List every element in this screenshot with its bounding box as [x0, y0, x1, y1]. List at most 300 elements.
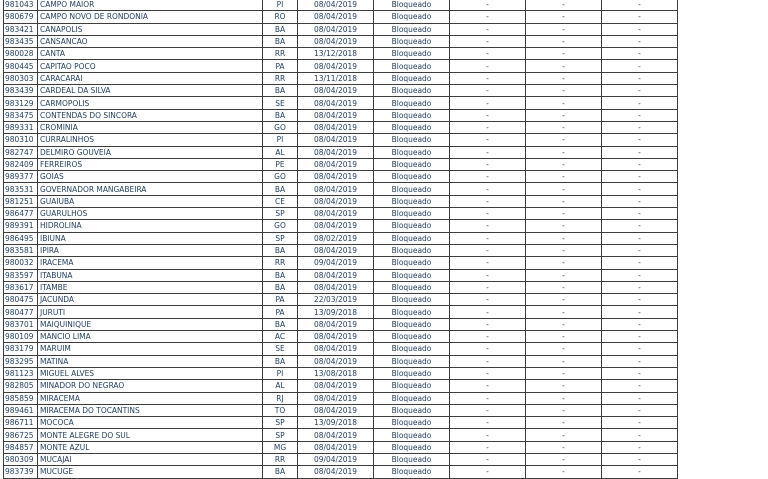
status-cell: Bloqueado	[374, 35, 450, 47]
state-cell: GO	[263, 220, 298, 232]
code-cell: 986477	[4, 208, 38, 220]
table-row	[4, 306, 678, 318]
municipality-cell: IRACEMA	[38, 257, 263, 269]
municipality-cell: MOCOCA	[38, 417, 263, 429]
date-cell: 08/04/2019	[298, 171, 374, 183]
empty-value-cell: -	[602, 404, 678, 416]
code-cell: 983617	[4, 281, 38, 293]
empty-value-cell: -	[602, 294, 678, 306]
table-row	[4, 453, 678, 465]
municipality-cell: MAIQUINIQUE	[38, 318, 263, 330]
empty-value-cell: -	[602, 380, 678, 392]
date-cell: 08/04/2019	[298, 429, 374, 441]
date-cell: 13/09/2018	[298, 306, 374, 318]
code-cell: 983475	[4, 109, 38, 121]
date-cell: 09/04/2019	[298, 257, 374, 269]
status-cell: Bloqueado	[374, 11, 450, 23]
state-cell: SE	[263, 343, 298, 355]
table-row	[4, 281, 678, 293]
state-cell: MG	[263, 441, 298, 453]
state-cell: RR	[263, 257, 298, 269]
municipality-cell: IPIRA	[38, 244, 263, 256]
state-cell: GO	[263, 121, 298, 133]
empty-value-cell: -	[602, 429, 678, 441]
empty-value-cell: -	[450, 281, 526, 293]
state-cell: BA	[263, 318, 298, 330]
empty-value-cell: -	[450, 171, 526, 183]
status-cell: Bloqueado	[374, 23, 450, 35]
state-cell: PI	[263, 367, 298, 379]
date-cell: 08/04/2019	[298, 380, 374, 392]
table-row	[4, 134, 678, 146]
empty-value-cell: -	[602, 23, 678, 35]
empty-value-cell: -	[450, 109, 526, 121]
empty-value-cell: -	[602, 453, 678, 465]
status-cell: Bloqueado	[374, 208, 450, 220]
code-cell: 989391	[4, 220, 38, 232]
empty-value-cell: -	[526, 121, 602, 133]
empty-value-cell: -	[450, 306, 526, 318]
empty-value-cell: -	[526, 134, 602, 146]
empty-value-cell: -	[450, 35, 526, 47]
status-cell: Bloqueado	[374, 109, 450, 121]
empty-value-cell: -	[526, 404, 602, 416]
empty-value-cell: -	[602, 355, 678, 367]
date-cell: 13/08/2018	[298, 367, 374, 379]
table-row	[4, 392, 678, 404]
state-cell: RJ	[263, 392, 298, 404]
code-cell: 980310	[4, 134, 38, 146]
empty-value-cell: -	[526, 257, 602, 269]
municipality-cell: HIDROLINA	[38, 220, 263, 232]
state-cell: GO	[263, 171, 298, 183]
state-cell: BA	[263, 23, 298, 35]
empty-value-cell: -	[526, 453, 602, 465]
municipality-cell: JURUTI	[38, 306, 263, 318]
status-cell: Bloqueado	[374, 220, 450, 232]
empty-value-cell: -	[450, 48, 526, 60]
state-cell: RR	[263, 48, 298, 60]
table-row	[4, 466, 678, 478]
date-cell: 08/04/2019	[298, 60, 374, 72]
table-row	[4, 404, 678, 416]
municipality-cell: MIRACEMA DO TOCANTINS	[38, 404, 263, 416]
empty-value-cell: -	[450, 441, 526, 453]
table-row	[4, 72, 678, 84]
empty-value-cell: -	[526, 11, 602, 23]
date-cell: 08/04/2019	[298, 97, 374, 109]
table-row	[4, 48, 678, 60]
empty-value-cell: -	[602, 392, 678, 404]
code-cell: 981043	[4, 0, 38, 11]
status-cell: Bloqueado	[374, 183, 450, 195]
empty-value-cell: -	[450, 318, 526, 330]
status-cell: Bloqueado	[374, 331, 450, 343]
date-cell: 08/04/2019	[298, 220, 374, 232]
municipality-cell: CARMOPOLIS	[38, 97, 263, 109]
state-cell: PA	[263, 294, 298, 306]
empty-value-cell: -	[450, 0, 526, 11]
municipality-cell: IBIUNA	[38, 232, 263, 244]
status-cell: Bloqueado	[374, 146, 450, 158]
empty-value-cell: -	[602, 417, 678, 429]
table-row	[4, 60, 678, 72]
empty-value-cell: -	[602, 343, 678, 355]
empty-value-cell: -	[526, 441, 602, 453]
table-row	[4, 331, 678, 343]
empty-value-cell: -	[450, 294, 526, 306]
date-cell: 08/04/2019	[298, 11, 374, 23]
empty-value-cell: -	[450, 85, 526, 97]
empty-value-cell: -	[450, 72, 526, 84]
empty-value-cell: -	[450, 380, 526, 392]
date-cell: 08/04/2019	[298, 404, 374, 416]
date-cell: 08/04/2019	[298, 183, 374, 195]
code-cell: 983701	[4, 318, 38, 330]
empty-value-cell: -	[602, 85, 678, 97]
state-cell: AC	[263, 331, 298, 343]
status-cell: Bloqueado	[374, 171, 450, 183]
state-cell: BA	[263, 355, 298, 367]
status-cell: Bloqueado	[374, 0, 450, 11]
code-cell: 985859	[4, 392, 38, 404]
state-cell: AL	[263, 380, 298, 392]
code-cell: 980679	[4, 11, 38, 23]
code-cell: 981251	[4, 195, 38, 207]
municipality-cell: MUCAJAI	[38, 453, 263, 465]
empty-value-cell: -	[450, 331, 526, 343]
status-cell: Bloqueado	[374, 85, 450, 97]
date-cell: 08/04/2019	[298, 85, 374, 97]
code-cell: 989377	[4, 171, 38, 183]
status-cell: Bloqueado	[374, 257, 450, 269]
empty-value-cell: -	[602, 244, 678, 256]
code-cell: 983531	[4, 183, 38, 195]
date-cell: 08/04/2019	[298, 23, 374, 35]
date-cell: 08/04/2019	[298, 208, 374, 220]
municipality-cell: FERREIROS	[38, 158, 263, 170]
code-cell: 980445	[4, 60, 38, 72]
code-cell: 980309	[4, 453, 38, 465]
status-cell: Bloqueado	[374, 134, 450, 146]
empty-value-cell: -	[526, 232, 602, 244]
table-row	[4, 244, 678, 256]
municipality-cell: GUARULHOS	[38, 208, 263, 220]
status-cell: Bloqueado	[374, 158, 450, 170]
table-row	[4, 355, 678, 367]
date-cell: 08/04/2019	[298, 35, 374, 47]
state-cell: PE	[263, 158, 298, 170]
state-cell: PA	[263, 306, 298, 318]
date-cell: 08/04/2019	[298, 0, 374, 11]
state-cell: BA	[263, 466, 298, 478]
table-row	[4, 269, 678, 281]
empty-value-cell: -	[526, 367, 602, 379]
status-cell: Bloqueado	[374, 97, 450, 109]
empty-value-cell: -	[602, 195, 678, 207]
status-cell: Bloqueado	[374, 195, 450, 207]
table-row	[4, 195, 678, 207]
empty-value-cell: -	[450, 208, 526, 220]
status-cell: Bloqueado	[374, 72, 450, 84]
empty-value-cell: -	[450, 158, 526, 170]
empty-value-cell: -	[450, 343, 526, 355]
municipality-cell: CARACARAI	[38, 72, 263, 84]
state-cell: AL	[263, 146, 298, 158]
empty-value-cell: -	[526, 331, 602, 343]
code-cell: 983421	[4, 23, 38, 35]
empty-value-cell: -	[526, 183, 602, 195]
state-cell: SE	[263, 97, 298, 109]
empty-value-cell: -	[526, 35, 602, 47]
state-cell: BA	[263, 35, 298, 47]
table-body	[4, 0, 678, 478]
municipality-cell: GOVERNADOR MANGABEIRA	[38, 183, 263, 195]
table-row	[4, 294, 678, 306]
date-cell: 08/04/2019	[298, 158, 374, 170]
empty-value-cell: -	[450, 453, 526, 465]
empty-value-cell: -	[602, 466, 678, 478]
empty-value-cell: -	[450, 121, 526, 133]
municipality-cell: CANSANCAO	[38, 35, 263, 47]
code-cell: 982805	[4, 380, 38, 392]
empty-value-cell: -	[526, 97, 602, 109]
empty-value-cell: -	[450, 97, 526, 109]
empty-value-cell: -	[526, 466, 602, 478]
empty-value-cell: -	[526, 392, 602, 404]
table-row	[4, 318, 678, 330]
empty-value-cell: -	[602, 331, 678, 343]
status-cell: Bloqueado	[374, 417, 450, 429]
empty-value-cell: -	[602, 97, 678, 109]
state-cell: CE	[263, 195, 298, 207]
code-cell: 983435	[4, 35, 38, 47]
code-cell: 980028	[4, 48, 38, 60]
status-cell: Bloqueado	[374, 121, 450, 133]
date-cell: 08/04/2019	[298, 146, 374, 158]
empty-value-cell: -	[526, 306, 602, 318]
code-cell: 981123	[4, 367, 38, 379]
status-cell: Bloqueado	[374, 392, 450, 404]
date-cell: 08/04/2019	[298, 244, 374, 256]
municipality-cell: DELMIRO GOUVEIA	[38, 146, 263, 158]
empty-value-cell: -	[450, 257, 526, 269]
code-cell: 984857	[4, 441, 38, 453]
state-cell: RR	[263, 72, 298, 84]
date-cell: 08/04/2019	[298, 281, 374, 293]
date-cell: 08/04/2019	[298, 392, 374, 404]
empty-value-cell: -	[602, 60, 678, 72]
empty-value-cell: -	[602, 220, 678, 232]
state-cell: TO	[263, 404, 298, 416]
empty-value-cell: -	[526, 208, 602, 220]
status-cell: Bloqueado	[374, 318, 450, 330]
status-cell: Bloqueado	[374, 60, 450, 72]
empty-value-cell: -	[526, 294, 602, 306]
municipality-cell: MONTE ALEGRE DO SUL	[38, 429, 263, 441]
municipality-cell: MONTE AZUL	[38, 441, 263, 453]
code-cell: 982409	[4, 158, 38, 170]
table-row	[4, 417, 678, 429]
empty-value-cell: -	[450, 404, 526, 416]
state-cell: SP	[263, 208, 298, 220]
table-row	[4, 109, 678, 121]
empty-value-cell: -	[602, 48, 678, 60]
municipality-cell: MANCIO LIMA	[38, 331, 263, 343]
empty-value-cell: -	[526, 343, 602, 355]
state-cell: BA	[263, 85, 298, 97]
table-row	[4, 367, 678, 379]
empty-value-cell: -	[602, 441, 678, 453]
code-cell: 983129	[4, 97, 38, 109]
date-cell: 08/04/2019	[298, 441, 374, 453]
status-cell: Bloqueado	[374, 429, 450, 441]
empty-value-cell: -	[450, 146, 526, 158]
empty-value-cell: -	[450, 417, 526, 429]
empty-value-cell: -	[450, 195, 526, 207]
status-cell: Bloqueado	[374, 466, 450, 478]
code-cell: 986711	[4, 417, 38, 429]
status-cell: Bloqueado	[374, 232, 450, 244]
table-row	[4, 429, 678, 441]
status-cell: Bloqueado	[374, 380, 450, 392]
table-row	[4, 11, 678, 23]
state-cell: PA	[263, 60, 298, 72]
empty-value-cell: -	[450, 232, 526, 244]
empty-value-cell: -	[526, 244, 602, 256]
empty-value-cell: -	[602, 208, 678, 220]
municipality-cell: MUCUGE	[38, 466, 263, 478]
date-cell: 13/09/2018	[298, 417, 374, 429]
status-cell: Bloqueado	[374, 367, 450, 379]
empty-value-cell: -	[526, 146, 602, 158]
code-cell: 980109	[4, 331, 38, 343]
table-row	[4, 441, 678, 453]
empty-value-cell: -	[526, 220, 602, 232]
table-row	[4, 146, 678, 158]
municipality-cell: CAPITAO POCO	[38, 60, 263, 72]
empty-value-cell: -	[526, 158, 602, 170]
empty-value-cell: -	[602, 72, 678, 84]
state-cell: RR	[263, 453, 298, 465]
empty-value-cell: -	[450, 11, 526, 23]
municipality-cell: MINADOR DO NEGRAO	[38, 380, 263, 392]
table-row	[4, 171, 678, 183]
status-cell: Bloqueado	[374, 306, 450, 318]
table-row	[4, 97, 678, 109]
table-row	[4, 85, 678, 97]
municipality-cell: ITAMBE	[38, 281, 263, 293]
code-cell: 982747	[4, 146, 38, 158]
empty-value-cell: -	[450, 183, 526, 195]
code-cell: 983581	[4, 244, 38, 256]
code-cell: 980477	[4, 306, 38, 318]
empty-value-cell: -	[526, 355, 602, 367]
table-row	[4, 121, 678, 133]
municipality-cell: GUAIUBA	[38, 195, 263, 207]
empty-value-cell: -	[602, 158, 678, 170]
status-cell: Bloqueado	[374, 441, 450, 453]
date-cell: 08/04/2019	[298, 121, 374, 133]
date-cell: 08/04/2019	[298, 466, 374, 478]
empty-value-cell: -	[602, 183, 678, 195]
state-cell: SP	[263, 429, 298, 441]
table-row	[4, 0, 678, 11]
municipality-cell: CAMPO NOVO DE RONDONIA	[38, 11, 263, 23]
state-cell: BA	[263, 183, 298, 195]
status-cell: Bloqueado	[374, 294, 450, 306]
table-row	[4, 23, 678, 35]
empty-value-cell: -	[450, 269, 526, 281]
code-cell: 983739	[4, 466, 38, 478]
code-cell: 986725	[4, 429, 38, 441]
date-cell: 08/04/2019	[298, 269, 374, 281]
table-row	[4, 183, 678, 195]
status-cell: Bloqueado	[374, 281, 450, 293]
empty-value-cell: -	[526, 72, 602, 84]
table-row	[4, 343, 678, 355]
empty-value-cell: -	[526, 380, 602, 392]
empty-value-cell: -	[602, 269, 678, 281]
municipality-cell: CANAPOLIS	[38, 23, 263, 35]
empty-value-cell: -	[602, 281, 678, 293]
empty-value-cell: -	[602, 171, 678, 183]
empty-value-cell: -	[450, 60, 526, 72]
status-cell: Bloqueado	[374, 355, 450, 367]
code-cell: 983295	[4, 355, 38, 367]
empty-value-cell: -	[450, 220, 526, 232]
state-cell: BA	[263, 244, 298, 256]
empty-value-cell: -	[602, 0, 678, 11]
status-cell: Bloqueado	[374, 48, 450, 60]
empty-value-cell: -	[526, 0, 602, 11]
state-cell: PI	[263, 0, 298, 11]
date-cell: 13/12/2018	[298, 48, 374, 60]
empty-value-cell: -	[450, 134, 526, 146]
state-cell: BA	[263, 109, 298, 121]
state-cell: SP	[263, 232, 298, 244]
code-cell: 983597	[4, 269, 38, 281]
empty-value-cell: -	[526, 23, 602, 35]
empty-value-cell: -	[450, 367, 526, 379]
table-row	[4, 35, 678, 47]
empty-value-cell: -	[602, 318, 678, 330]
municipality-cell: MARUIM	[38, 343, 263, 355]
code-cell: 980303	[4, 72, 38, 84]
date-cell: 08/04/2019	[298, 331, 374, 343]
status-cell: Bloqueado	[374, 343, 450, 355]
municipality-cell: CROMINIA	[38, 121, 263, 133]
code-cell: 980475	[4, 294, 38, 306]
code-cell: 986495	[4, 232, 38, 244]
municipality-cell: CARDEAL DA SILVA	[38, 85, 263, 97]
empty-value-cell: -	[526, 269, 602, 281]
date-cell: 08/04/2019	[298, 318, 374, 330]
code-cell: 989461	[4, 404, 38, 416]
date-cell: 09/04/2019	[298, 453, 374, 465]
date-cell: 08/04/2019	[298, 134, 374, 146]
empty-value-cell: -	[526, 60, 602, 72]
empty-value-cell: -	[450, 429, 526, 441]
municipality-cell: CURRALINHOS	[38, 134, 263, 146]
code-cell: 989331	[4, 121, 38, 133]
code-cell: 980032	[4, 257, 38, 269]
state-cell: BA	[263, 281, 298, 293]
date-cell: 22/03/2019	[298, 294, 374, 306]
municipality-table	[3, 0, 678, 479]
status-cell: Bloqueado	[374, 453, 450, 465]
table-row	[4, 208, 678, 220]
